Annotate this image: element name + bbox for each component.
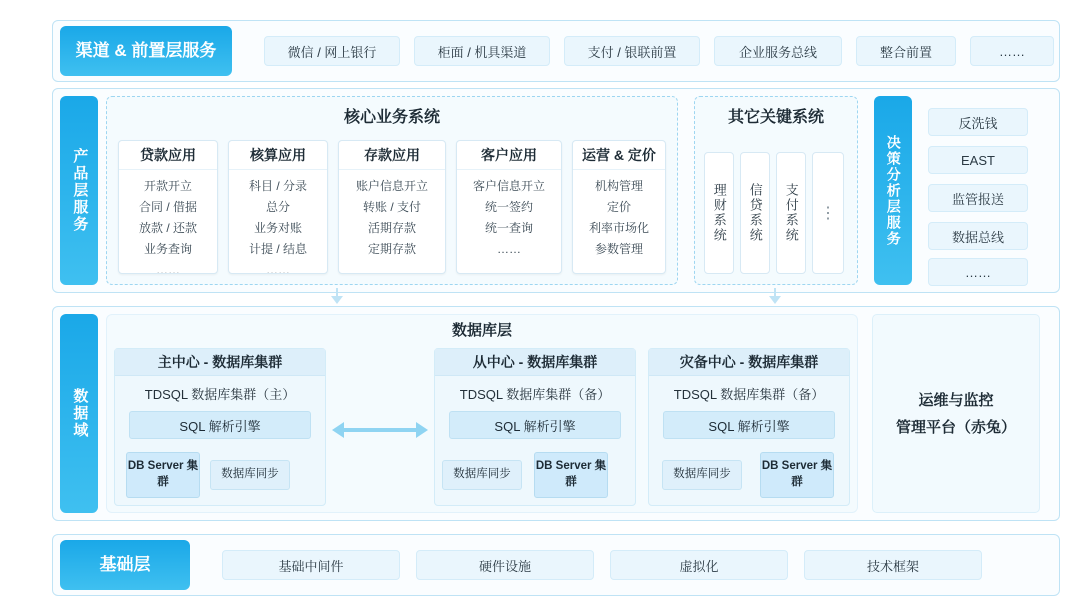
other-system-more-label: ⋮ [820,205,836,222]
decision-item-regulatory-report[interactable]: 监管报送 [928,184,1028,212]
app-card-operation-line3: 利率市场化 [588,221,649,235]
app-card-loan-line3: 放款 / 还款 [138,221,197,235]
connector-arrow-right [769,296,781,304]
app-card-loan[interactable] [118,140,218,274]
center-card-primary-cluster: TDSQL 数据库集群（主） [144,387,296,402]
decision-item-east[interactable]: EAST [928,146,1028,174]
app-card-accounting-body [229,170,327,274]
sync-bidirectional-arrow [332,422,428,438]
product-layer-label: 产品层服务 [60,96,98,285]
db-server-cluster-secondary[interactable]: DB Server 集群 [534,452,608,498]
app-card-accounting-line3: 业务对账 [253,221,302,235]
infra-item-virtualization[interactable]: 虚拟化 [610,550,788,580]
app-card-customer-line4: …… [497,242,521,256]
app-card-deposit-title: 存款应用 [339,141,445,170]
db-server-cluster-dr[interactable]: DB Server 集群 [760,452,834,498]
center-card-secondary-title: 从中心 - 数据库集群 [435,349,635,376]
channel-item-integrated-front[interactable]: 整合前置 [856,36,956,66]
app-card-operation-line4: 参数管理 [594,242,643,256]
app-card-accounting-line1: 科目 / 分录 [248,179,307,193]
app-card-loan-line5: …… [156,263,180,274]
app-card-customer-body [457,170,561,260]
decision-item-data-bus[interactable]: 数据总线 [928,222,1028,250]
app-card-operation-pricing[interactable] [572,140,666,274]
other-system-payment-label: 支付系统 [783,183,799,243]
app-card-loan-body [119,170,217,274]
center-card-secondary-cluster: TDSQL 数据库集群（备） [459,387,611,402]
center-card-primary-title: 主中心 - 数据库集群 [115,349,325,376]
channel-layer-label: 渠道 & 前置层服务 [60,26,232,76]
decision-layer-label: 决策分析层服务 [874,96,912,285]
database-layer-title: 数据库层 [451,322,512,339]
channel-item-wechat-online-bank[interactable]: 微信 / 网上银行 [264,36,400,66]
app-card-accounting-line2: 总分 [265,200,290,214]
infra-layer-label: 基础层 [60,540,190,590]
app-card-operation-line2: 定价 [606,200,631,214]
center-card-primary-engine: SQL 解析引擎 [129,411,311,439]
app-card-customer-line3: 统一查询 [484,221,533,235]
app-card-accounting-line5: …… [266,263,290,274]
db-sync-dr[interactable]: 数据库同步 [662,460,742,490]
ops-platform-line2: 管理平台（赤兔） [895,418,1016,436]
other-system-credit-label: 信贷系统 [747,183,763,243]
app-card-loan-line2: 合同 / 借据 [138,200,197,214]
db-server-cluster-primary[interactable]: DB Server 集群 [126,452,200,498]
db-sync-primary[interactable]: 数据库同步 [210,460,290,490]
app-card-accounting-title: 核算应用 [229,141,327,170]
infra-item-tech-framework[interactable]: 技术框架 [804,550,982,580]
app-card-customer-line1: 客户信息开立 [472,179,545,193]
ops-platform-line1: 运维与监控 [918,391,994,409]
app-card-operation-pricing-body [573,170,665,260]
app-card-deposit-line3: 活期存款 [367,221,416,235]
infra-item-middleware[interactable]: 基础中间件 [222,550,400,580]
center-card-dr-cluster: TDSQL 数据库集群（备） [673,387,825,402]
center-card-secondary-engine: SQL 解析引擎 [449,411,621,439]
channel-item-esb[interactable]: 企业服务总线 [714,36,842,66]
app-card-customer-line2: 统一签约 [484,200,533,214]
app-card-customer[interactable] [456,140,562,274]
app-card-accounting-line4: 计提 / 结息 [248,242,307,256]
channel-item-more: …… [970,36,1054,66]
other-system-wealth[interactable] [704,152,734,274]
app-card-loan-line1: 开款开立 [143,179,192,193]
other-system-wealth-label: 理财系统 [711,183,727,243]
app-card-deposit-body [339,170,445,260]
infra-item-hardware[interactable]: 硬件设施 [416,550,594,580]
channel-item-payment-unionpay[interactable]: 支付 / 银联前置 [564,36,700,66]
app-card-customer-title: 客户应用 [457,141,561,170]
decision-item-aml[interactable]: 反洗钱 [928,108,1028,136]
other-system-payment[interactable] [776,152,806,274]
center-card-dr-title: 灾备中心 - 数据库集群 [649,349,849,376]
channel-item-counter-machine[interactable]: 柜面 / 机具渠道 [414,36,550,66]
data-layer-label: 数据域 [60,314,98,513]
db-sync-secondary[interactable]: 数据库同步 [442,460,522,490]
ops-monitoring-platform[interactable] [872,314,1040,513]
other-system-more [812,152,844,274]
app-card-loan-title: 贷款应用 [119,141,217,170]
other-system-credit[interactable] [740,152,770,274]
app-card-loan-line4: 业务查询 [143,242,192,256]
app-card-accounting[interactable] [228,140,328,274]
connector-arrow-left [331,296,343,304]
app-card-operation-line1: 机构管理 [594,179,643,193]
app-card-deposit[interactable] [338,140,446,274]
decision-item-more: …… [928,258,1028,286]
app-card-deposit-line2: 转账 / 支付 [362,200,421,214]
app-card-deposit-line4: 定期存款 [367,242,416,256]
other-key-systems-title: 其它关键系统 [727,109,824,126]
center-card-dr-engine: SQL 解析引擎 [663,411,835,439]
app-card-operation-pricing-title: 运营 & 定价 [573,141,665,170]
core-business-systems-title: 核心业务系统 [343,109,440,126]
app-card-deposit-line1: 账户信息开立 [355,179,428,193]
